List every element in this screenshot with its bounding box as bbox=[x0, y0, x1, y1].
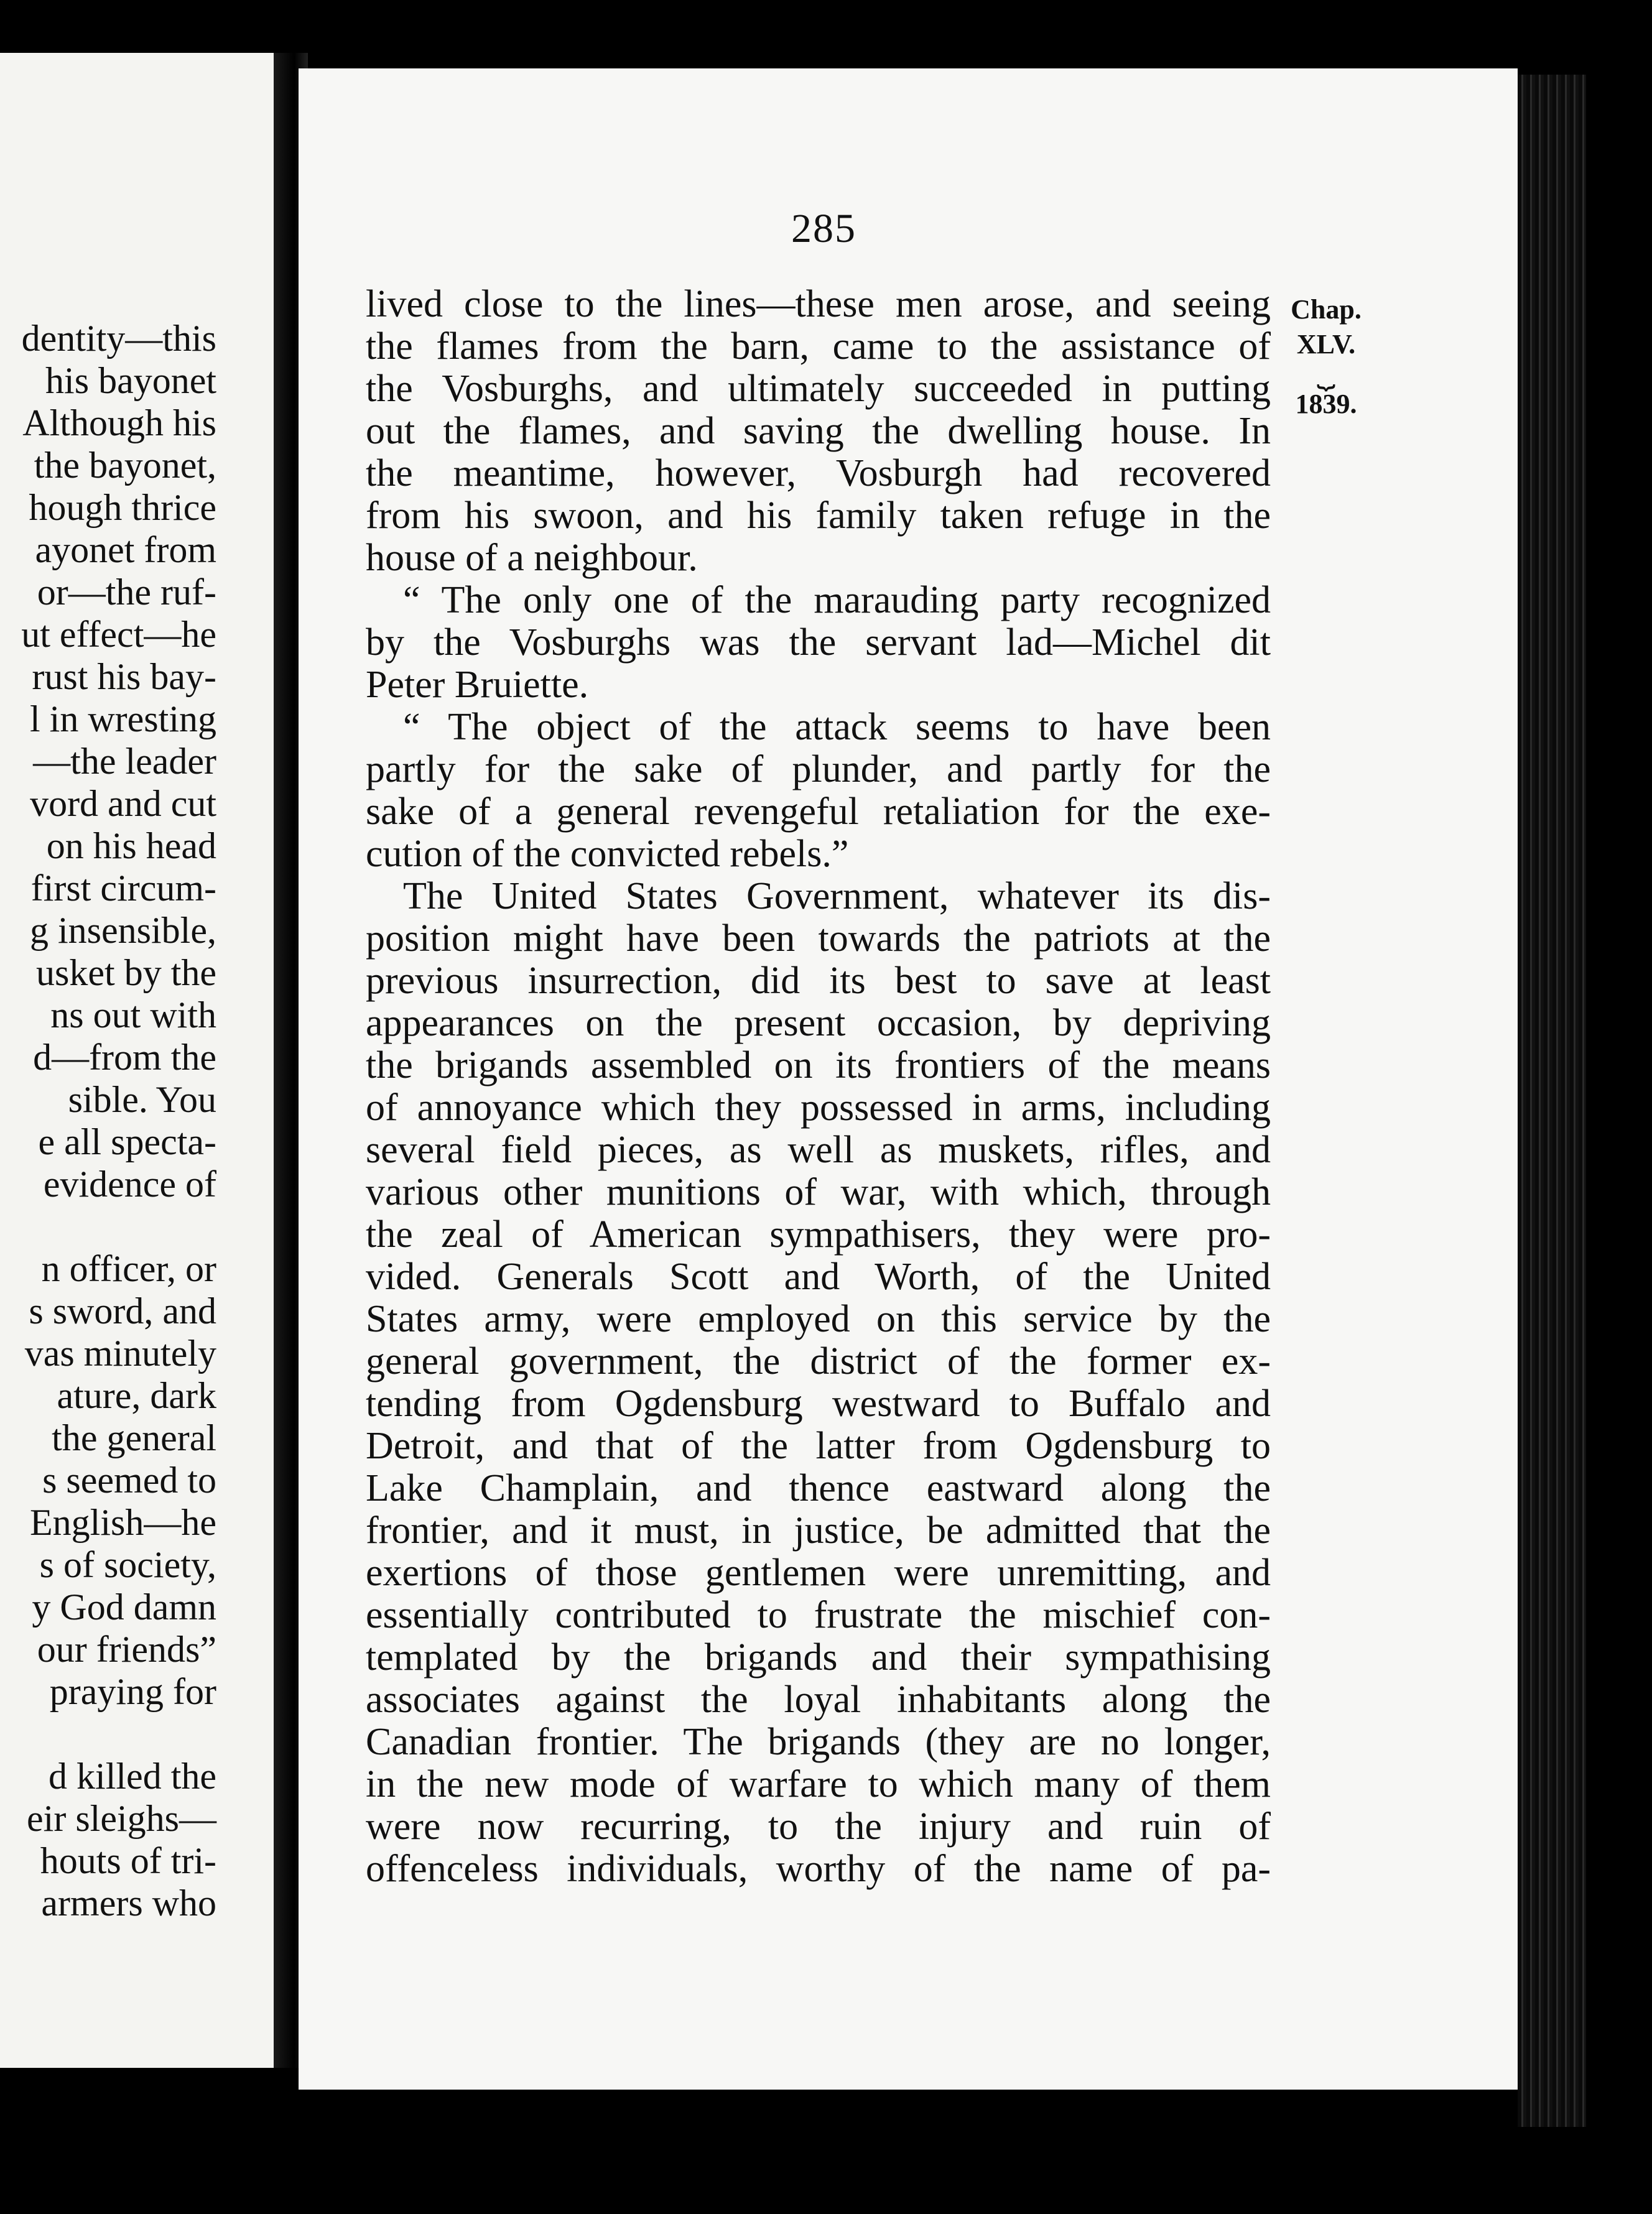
left-page-line: his bayonet bbox=[45, 360, 216, 401]
left-page-line: vord and cut bbox=[30, 783, 216, 824]
left-page-line: g insensible, bbox=[30, 910, 216, 951]
text-line: sake of a general revengeful retaliation for the exe- bbox=[366, 790, 1271, 833]
margin-brace: ⏟ bbox=[1317, 354, 1335, 389]
text-line: in the new mode of warfare to which many of them bbox=[366, 1763, 1271, 1805]
body-text bbox=[366, 283, 1271, 1890]
left-page-line: houts of tri- bbox=[40, 1840, 216, 1881]
text-line: position might have been towards the patriots at the bbox=[366, 917, 1271, 960]
left-page-line: on his head bbox=[46, 825, 216, 866]
text-line: various other munitions of war, with which, through bbox=[366, 1171, 1271, 1213]
left-page-line: l in wresting bbox=[30, 698, 216, 739]
left-page-line: usket by the bbox=[36, 952, 216, 993]
text-line: house of a neighbour. bbox=[366, 537, 698, 579]
text-line: out the flames, and saving the dwelling house. In bbox=[366, 410, 1271, 452]
text-line: Lake Champlain, and thence eastward along the bbox=[366, 1467, 1271, 1509]
text-line: the Vosburghs, and ultimately succeeded in putting bbox=[366, 368, 1271, 410]
text-line: States army, were employed on this service by the bbox=[366, 1298, 1271, 1340]
margin-note bbox=[1289, 292, 1363, 422]
left-page-line: the bayonet, bbox=[34, 445, 216, 486]
text-line: general government, the district of the former ex- bbox=[366, 1340, 1271, 1383]
left-page-line: vas minutely bbox=[24, 1333, 216, 1374]
text-line: vided. Generals Scott and Worth, of the United bbox=[366, 1256, 1271, 1298]
left-page-line: d—from the bbox=[33, 1037, 216, 1078]
text-line: frontier, and it must, in justice, be admitted that the bbox=[366, 1509, 1271, 1552]
text-line: cution of the convicted rebels.” bbox=[366, 833, 849, 875]
text-line: lived close to the lines—these men arose, and seeing bbox=[366, 283, 1271, 325]
text-line: essentially contributed to frustrate the mischief con- bbox=[366, 1594, 1271, 1636]
left-page-line: ns out with bbox=[50, 994, 216, 1035]
text-line: “ The only one of the marauding party recognized bbox=[403, 579, 1271, 621]
left-page-line: e all specta- bbox=[38, 1121, 216, 1162]
margin-chapter-label: Chap. bbox=[1291, 294, 1362, 325]
left-page-line: first circum- bbox=[30, 868, 216, 909]
text-line: appearances on the present occasion, by depriving bbox=[366, 1002, 1271, 1044]
left-page-line: English—he bbox=[30, 1502, 216, 1543]
text-line: from his swoon, and his family taken refuge in the bbox=[366, 494, 1271, 537]
left-page-line: ut effect—he bbox=[21, 614, 216, 655]
text-line: previous insurrection, did its best to save at least bbox=[366, 960, 1271, 1002]
margin-chapter-numeral: XLV. bbox=[1296, 329, 1356, 359]
text-line: offenceless individuals, worthy of the name of pa- bbox=[366, 1848, 1271, 1890]
text-line: partly for the sake of plunder, and partly for the bbox=[366, 748, 1271, 790]
left-page-line: hough thrice bbox=[29, 487, 216, 528]
left-page-line: s seemed to bbox=[42, 1460, 216, 1501]
left-page-line: dentity—this bbox=[21, 318, 216, 359]
text-line: exertions of those gentlemen were unremitting, and bbox=[366, 1552, 1271, 1594]
margin-year: 1839. bbox=[1295, 389, 1357, 419]
text-line: templated by the brigands and their sympathising bbox=[366, 1636, 1271, 1679]
text-line: were now recurring, to the injury and ruin of bbox=[366, 1805, 1271, 1848]
text-line: Peter Bruiette. bbox=[366, 664, 589, 706]
left-page-line: our friends” bbox=[37, 1629, 216, 1670]
text-line: Canadian frontier. The brigands (they are no longer, bbox=[366, 1721, 1271, 1763]
text-line: the meantime, however, Vosburgh had recovered bbox=[366, 452, 1271, 494]
text-line: associates against the loyal inhabitants along the bbox=[366, 1679, 1271, 1721]
page-edges bbox=[1518, 75, 1586, 2127]
text-line: the brigands assembled on its frontiers of the means bbox=[366, 1044, 1271, 1086]
text-line: the zeal of American sympathisers, they were pro- bbox=[366, 1213, 1271, 1256]
left-page-line: d killed the bbox=[49, 1756, 216, 1797]
text-line: The United States Government, whatever its dis- bbox=[403, 875, 1271, 917]
left-page bbox=[0, 53, 274, 2068]
left-page-line: s of society, bbox=[39, 1544, 216, 1585]
left-page-line: —the leader bbox=[33, 741, 216, 782]
page-number: 285 bbox=[791, 206, 856, 251]
left-page-line: y God damn bbox=[32, 1586, 216, 1628]
left-page-line: Although his bbox=[22, 402, 216, 443]
left-page-line: sible. You bbox=[68, 1079, 216, 1120]
left-page-line: s sword, and bbox=[29, 1290, 216, 1332]
text-line: of annoyance which they possessed in arms, including bbox=[366, 1086, 1271, 1129]
text-line: Detroit, and that of the latter from Ogdensburg to bbox=[366, 1425, 1271, 1467]
left-page-line: the general bbox=[52, 1417, 216, 1458]
left-page-line: rust his bay- bbox=[32, 656, 216, 697]
text-line: the flames from the barn, came to the assistance of bbox=[366, 325, 1271, 368]
left-page-line: armers who bbox=[41, 1883, 216, 1924]
left-page-line: praying for bbox=[49, 1671, 216, 1712]
left-page-line: or—the ruf- bbox=[37, 572, 216, 613]
text-line: “ The object of the attack seems to have been bbox=[403, 706, 1271, 748]
left-page-line: n officer, or bbox=[41, 1248, 216, 1289]
left-page-line: eir sleighs— bbox=[27, 1798, 216, 1839]
text-line: tending from Ogdensburg westward to Buffalo and bbox=[366, 1383, 1271, 1425]
left-page-line: ayonet from bbox=[35, 529, 216, 570]
left-page-line: ature, dark bbox=[57, 1375, 216, 1416]
text-line: by the Vosburghs was the servant lad—Michel dit bbox=[366, 621, 1271, 664]
text-line: several field pieces, as well as muskets, rifles, and bbox=[366, 1129, 1271, 1171]
left-page-line: evidence of bbox=[43, 1164, 216, 1205]
